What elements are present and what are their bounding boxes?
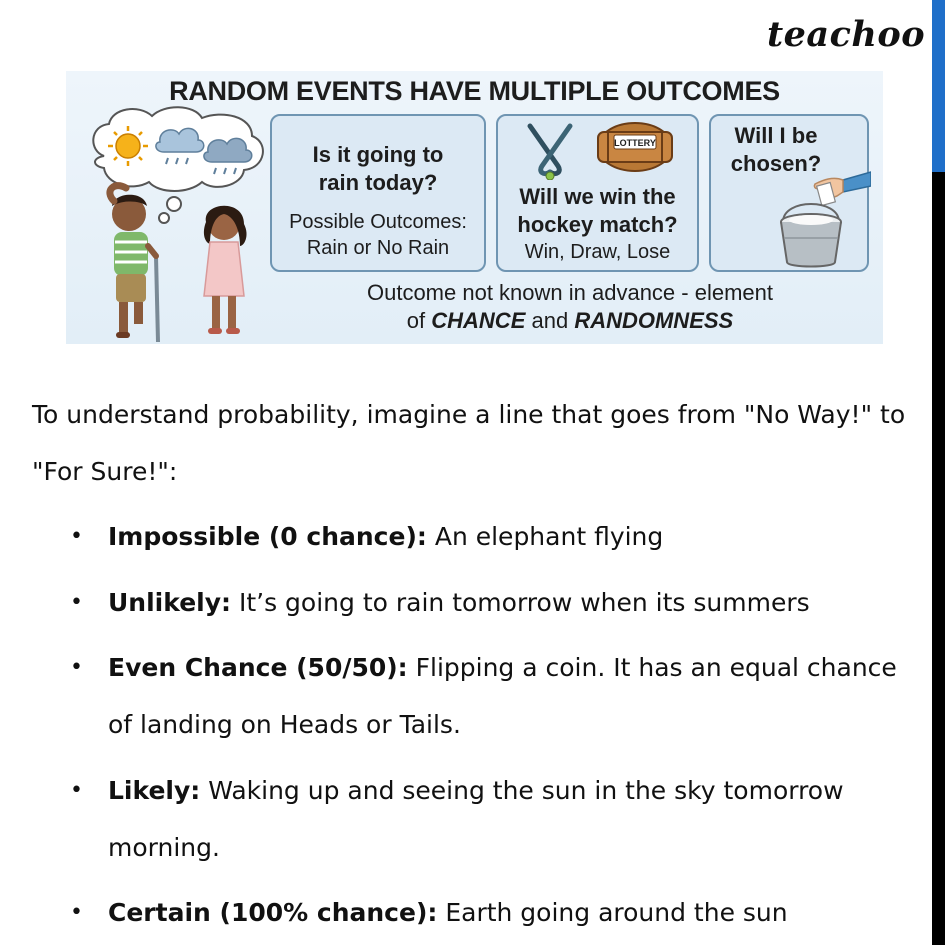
lottery-barrel-icon bbox=[594, 120, 676, 174]
bullet-dot: • bbox=[70, 655, 83, 680]
bullet-text: Flipping a coin. It has an equal chance of landing on Heads or Tails. bbox=[108, 653, 897, 739]
intro-paragraph: To understand probability, imagine a line that goes from "No Way!" to "For Sure!": bbox=[32, 400, 906, 486]
card-rain-outcomes-line2: Rain or No Rain bbox=[306, 237, 450, 259]
bullet-label: Unlikely: bbox=[108, 588, 232, 617]
card-chosen bbox=[709, 114, 869, 272]
card-rain bbox=[270, 114, 486, 272]
card-hockey-outcomes: Win, Draw, Lose bbox=[524, 241, 671, 263]
bullet-dot: • bbox=[70, 900, 83, 925]
list-item bbox=[70, 762, 898, 876]
bullet-dot: • bbox=[70, 524, 83, 549]
bullet-text: Earth going around the sun bbox=[437, 898, 788, 927]
lottery-badge-label: LOTTERY bbox=[614, 138, 656, 148]
footer-and: and bbox=[525, 308, 575, 333]
list-item bbox=[70, 574, 898, 631]
hockey-sticks-icon bbox=[520, 122, 580, 180]
footer-chance: CHANCE bbox=[431, 308, 526, 333]
infographic-title: RANDOM EVENTS HAVE MULTIPLE OUTCOMES bbox=[169, 76, 780, 106]
bullet-label: Impossible (0 chance): bbox=[108, 522, 427, 551]
card-rain-question bbox=[272, 141, 484, 197]
card-hockey-question bbox=[498, 183, 697, 239]
girl-figure bbox=[204, 206, 247, 334]
teachoo-logo: teachoo bbox=[767, 14, 926, 55]
card-rain-outcomes-line1: Possible Outcomes: bbox=[289, 211, 467, 233]
card-rain-question-line1: Is it going to bbox=[312, 142, 444, 167]
bullet-text: Waking up and seeing the sun in the sky tomorrow morning. bbox=[108, 776, 844, 862]
card-chosen-question-line2: chosen? bbox=[730, 151, 822, 176]
card-hockey bbox=[496, 114, 699, 272]
list-item bbox=[70, 508, 898, 565]
children-thought-bubble-illustration bbox=[84, 106, 270, 344]
bullet-dot: • bbox=[70, 590, 83, 615]
bullet-label: Likely: bbox=[108, 776, 201, 805]
footer-prefix: of bbox=[406, 308, 432, 333]
card-rain-question-line2: rain today? bbox=[318, 170, 438, 195]
list-item bbox=[70, 884, 898, 941]
list-item bbox=[70, 639, 898, 753]
card-chosen-question-line1: Will I be bbox=[734, 123, 818, 148]
infographic-footer bbox=[270, 279, 870, 335]
bullet-dot: • bbox=[70, 778, 83, 803]
footer-line2 bbox=[270, 307, 870, 335]
random-events-infographic bbox=[66, 71, 883, 344]
bullet-label: Certain (100% chance): bbox=[108, 898, 438, 927]
right-edge-accent bbox=[932, 0, 945, 172]
bucket-icon bbox=[775, 198, 847, 270]
card-hockey-question-line2: hockey match? bbox=[517, 212, 678, 237]
bullet-text: It’s going to rain tomorrow when its summers bbox=[231, 588, 810, 617]
card-rain-outcomes bbox=[272, 209, 484, 261]
footer-line1: Outcome not known in advance - element bbox=[366, 280, 773, 305]
card-hockey-question-line1: Will we win the bbox=[519, 184, 676, 209]
footer-randomness: RANDOMNESS bbox=[574, 308, 734, 333]
bullet-label: Even Chance (50/50): bbox=[108, 653, 408, 682]
bullet-text: An elephant flying bbox=[426, 522, 664, 551]
boy-figure bbox=[110, 186, 158, 342]
